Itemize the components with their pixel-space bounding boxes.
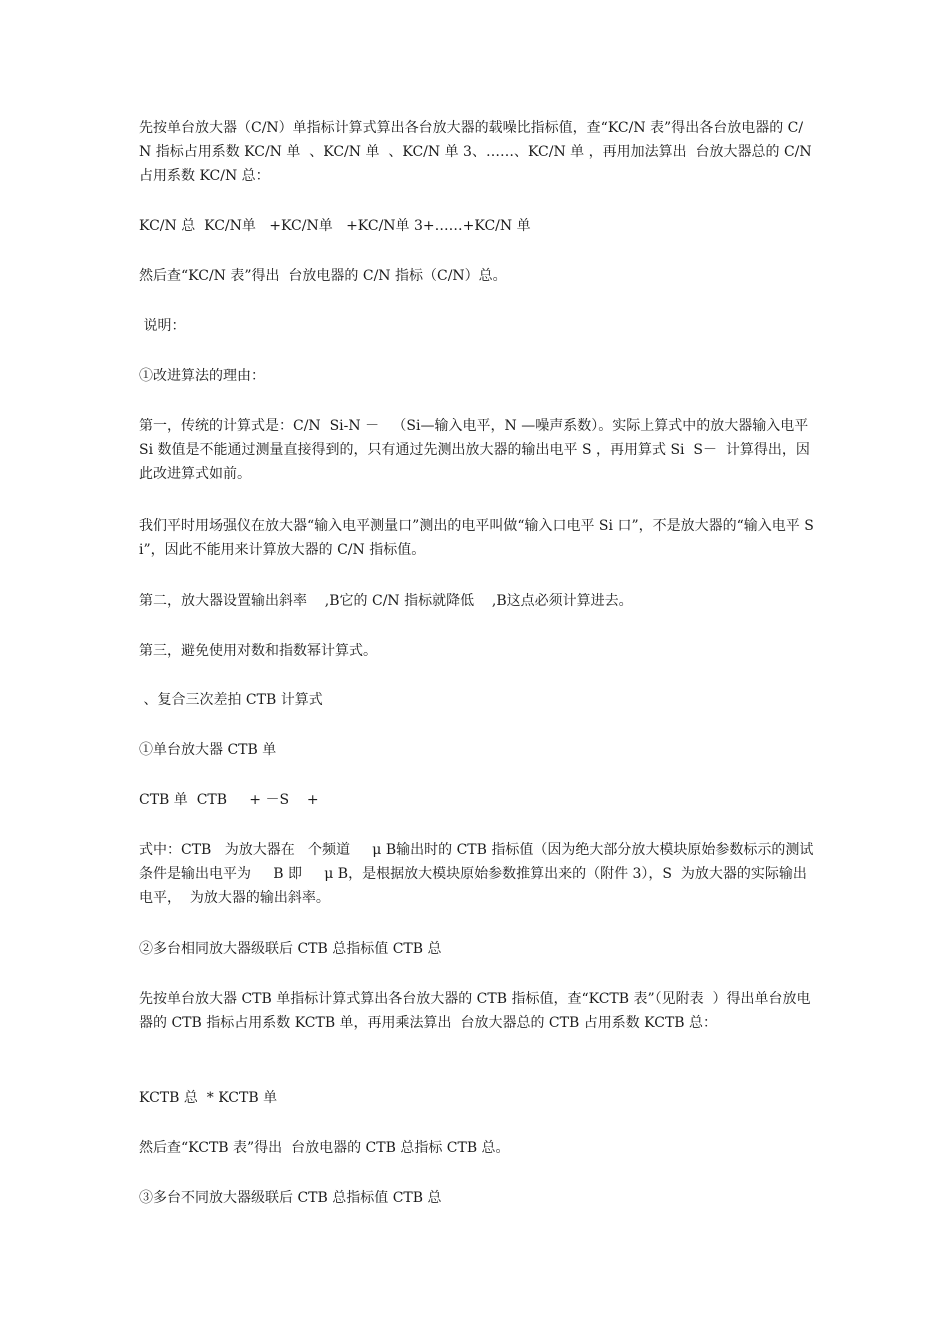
paragraph-reason-two: 第二，放大器设置输出斜率 ,B它的 C/N 指标就降低 ,B这点必须计算进去。 [139, 593, 633, 609]
paragraph-reason-three: 第三，避免使用对数和指数幂计算式。 [139, 643, 377, 659]
heading-different-cascade-ctb: ③多台不同放大器级联后 CTB 总指标值 CTB 总 [139, 1190, 442, 1206]
paragraph-ctb-lookup: 然后查“KCTB 表”得出 台放电器的 CTB 总指标 CTB 总。 [139, 1140, 510, 1156]
paragraph-ctb-definitions: 式中：CTB 为放大器在 个频道 μ B输出时的 CTB 指标值（因为绝大部分放大模块原始参数标示的测试条件是输出电平为 B 即 μ B，是根据放大模块原始参数推算出来的（附件 3），S 为放大器的实际输出电平， 为放大器的输出斜率。 [139, 842, 814, 906]
heading-identical-cascade-ctb: ②多台相同放大器级联后 CTB 总指标值 CTB 总 [139, 941, 442, 957]
heading-improvement-reason: ①改进算法的理由： [139, 368, 265, 384]
formula-kctb-total: KCTB 总 * KCTB 单 [139, 1090, 278, 1106]
heading-single-amplifier-ctb: ①单台放大器 CTB 单 [139, 742, 277, 758]
heading-notes: 说明： [139, 318, 186, 334]
paragraph-ctb-total-method: 先按单台放大器 CTB 单指标计算式算出各台放大器的 CTB 指标值，查“KCTB 表”（见附表 ）得出单台放电器的 CTB 指标占用系数 KCTB 单，再用乘法算出 台放大器总的 CTB 占用系数 KCTB 总： [139, 991, 811, 1031]
paragraph-cn-total-method: 先按单台放大器（C/N）单指标计算式算出各台放大器的载噪比指标值，查“KC/N 表”得出各台放电器的 C/N 指标占用系数 KC/N 单 、KC/N 单 、KC/N 单 3、……、KC/N 单 ，再用加法算出 台放大器总的 C/N 占用系数 KC/N 总： [139, 120, 817, 184]
formula-kcn-total: KC/N 总 KC/N单 +KC/N单 +KC/N单 3+……+KC/N 单 [139, 218, 531, 234]
paragraph-reason-one: 第一，传统的计算式是：C/N Si-N － （Si—输入电平，N —噪声系数）。实际上算式中的放大器输入电平 Si 数值是不能通过测量直接得到的，只有通过先测出放大器的输出电平 S ，再用算式 Si S－ 计算得出，因此改进算式如前。 [139, 418, 813, 482]
heading-ctb-formula: 、复合三次差拍 CTB 计算式 [139, 692, 323, 708]
paragraph-field-meter-note: 我们平时用场强仪在放大器“输入电平测量口”测出的电平叫做“输入口电平 Si 口”，不是放大器的“输入电平 Si”，因此不能用来计算放大器的 C/N 指标值。 [139, 518, 814, 558]
paragraph-cn-lookup: 然后查“KC/N 表”得出 台放电器的 C/N 指标（C/N）总。 [139, 268, 507, 284]
formula-ctb-single: CTB 单 CTB + －S + [139, 792, 319, 808]
